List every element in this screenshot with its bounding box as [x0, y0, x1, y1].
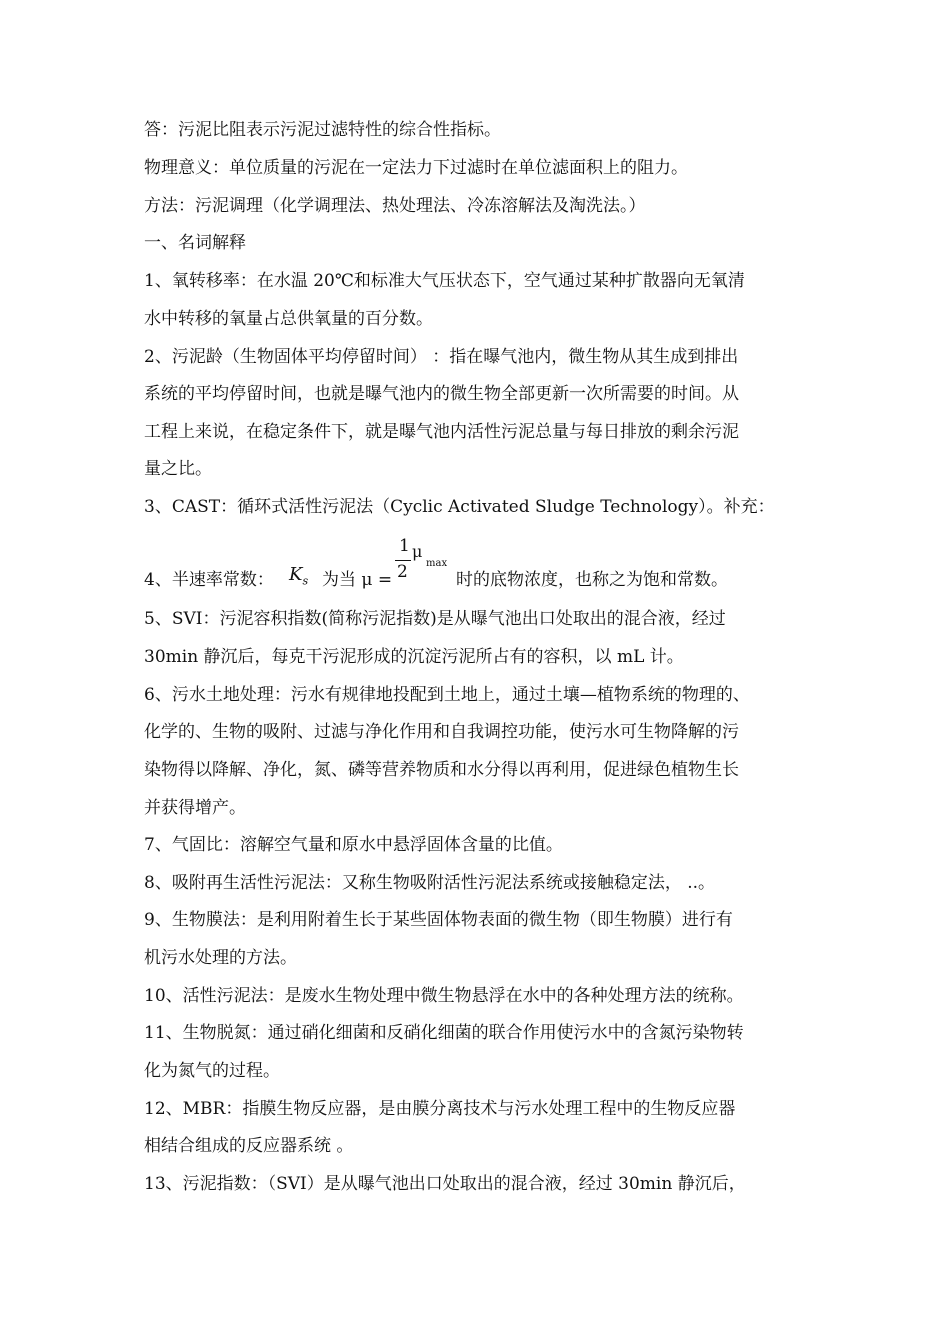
term-13-line: 13、污泥指数：（SVI）是从曝气池出口处取出的混合液，经过 30min 静沉后， [144, 1174, 746, 1194]
term-6-line-3: 染物得以降解、净化，氮、磷等营养物质和水分得以再利用，促进绿色植物生长 [144, 760, 739, 780]
max-subscript: max [426, 558, 448, 569]
term-12-line-1: 12、MBR：指膜生物反应器，是由膜分离技术与污水处理工程中的生物反应器 [144, 1099, 736, 1119]
section-heading: 一、名词解释 [144, 233, 246, 253]
physical-meaning-line: 物理意义：单位质量的污泥在一定法力下过滤时在单位滤面积上的阻力。 [144, 158, 688, 178]
term-3-line: 3、CAST：循环式活性污泥法（Cyclic Activated Sludge Technology）。补充： [144, 497, 775, 517]
method-line: 方法：污泥调理（化学调理法、热处理法、冷冻溶解法及淘洗法。） [144, 196, 646, 216]
term-2-line-2: 系统的平均停留时间，也就是曝气池内的微生物全部更新一次所需要的时间。从 [144, 384, 739, 404]
term-4-prefix: 4、半速率常数： [144, 570, 274, 590]
term-9-line-2: 机污水处理的方法。 [144, 948, 297, 968]
term-9-line-1: 9、生物膜法：是利用附着生长于某些固体物表面的微生物（即生物膜）进行有 [144, 910, 733, 930]
k-subscript: s [302, 574, 309, 588]
term-6-line-4: 并获得增产。 [144, 798, 246, 818]
fraction-numerator: 1 [399, 536, 410, 556]
term-2-line-1: 2、污泥龄（生物固体平均停留时间） ：指在曝气池内，微生物从其生成到排出 [144, 347, 739, 367]
term-12-line-2: 相结合组成的反应器系统 。 [144, 1136, 354, 1156]
term-6-line-2: 化学的、生物的吸附、过滤与净化作用和自我调控功能，使污水可生物降解的污 [144, 722, 739, 742]
answer-line: 答：污泥比阻表示污泥过滤特性的综合性指标。 [144, 120, 501, 140]
mu-symbol: μ [412, 542, 423, 561]
term-4-suffix: 时的底物浓度，也称之为饱和常数。 [456, 570, 728, 590]
term-6-line-1: 6、污水土地处理：污水有规律地投配到土地上，通过土壤—植物系统的物理的、 [144, 685, 750, 705]
term-5-line-1: 5、SVI：污泥容积指数(简称污泥指数)是从曝气池出口处取出的混合液，经过 [144, 609, 726, 629]
term-11-line-1: 11、生物脱氮：通过硝化细菌和反硝化细菌的联合作用使污水中的含氮污染物转 [144, 1023, 744, 1043]
ks-symbol [289, 564, 308, 588]
term-4-mid: 为当 μ = [322, 570, 393, 590]
term-1-line-2: 水中转移的氧量占总供氧量的百分数。 [144, 309, 433, 329]
term-1-line-1: 1、氧转移率：在水温 20℃和标准大气压状态下，空气通过某种扩散器向无氧清 [144, 271, 745, 291]
k-letter: K [289, 564, 303, 585]
term-2-line-4: 量之比。 [144, 459, 212, 479]
term-10-line: 10、活性污泥法：是废水生物处理中微生物悬浮在水中的各种处理方法的统称。 [144, 986, 744, 1006]
term-5-line-2: 30min 静沉后，每克干污泥形成的沉淀污泥所占有的容积，以 mL 计。 [144, 647, 684, 667]
term-11-line-2: 化为氮气的过程。 [144, 1061, 280, 1081]
term-2-line-3: 工程上来说，在稳定条件下，就是曝气池内活性污泥总量与每日排放的剩余污泥 [144, 422, 739, 442]
fraction-denominator: 2 [397, 562, 408, 582]
fraction-bar [395, 560, 411, 561]
term-8-line: 8、吸附再生活性污泥法：又称生物吸附活性污泥法系统或接触稳定法， ..。 [144, 873, 716, 893]
term-7-line: 7、气固比：溶解空气量和原水中悬浮固体含量的比值。 [144, 835, 563, 855]
